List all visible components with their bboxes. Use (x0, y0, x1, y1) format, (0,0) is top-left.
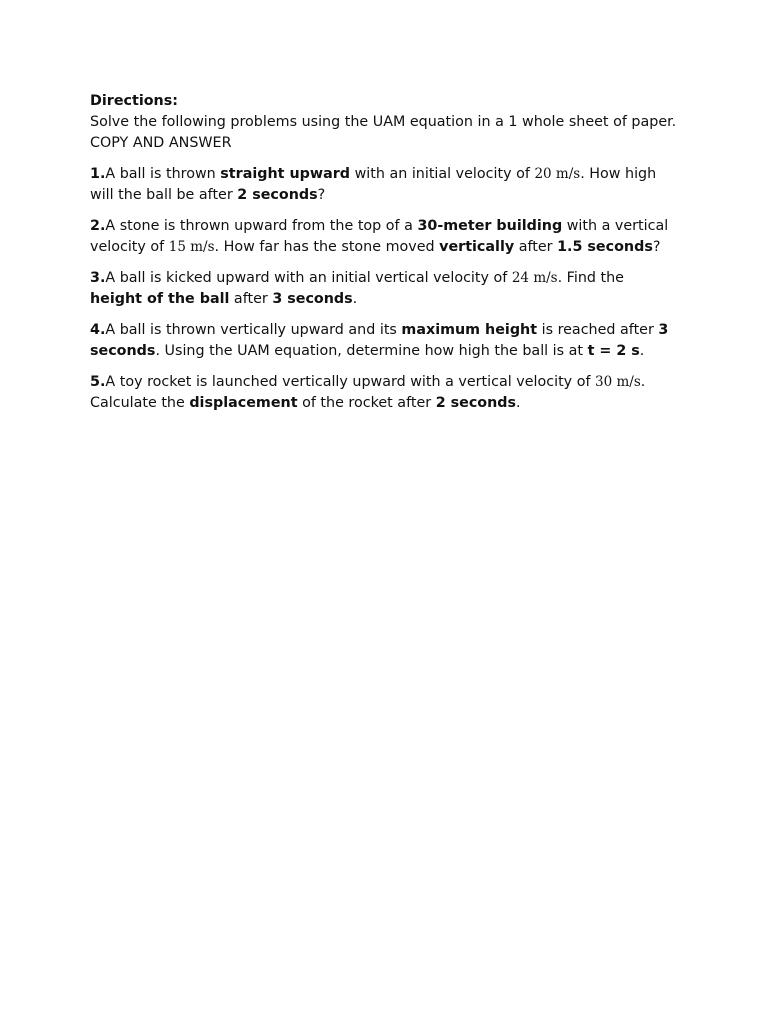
problem-3 (90, 268, 680, 310)
problem-number: 2. (90, 218, 106, 234)
problem-emphasis: displacement (189, 395, 298, 411)
problem-text: with a vertical velocity of (90, 218, 669, 255)
problem-number: 5. (90, 374, 106, 390)
problem-emphasis: height of the ball (90, 291, 230, 307)
problem-text: . Calculate the (90, 374, 646, 411)
directions-heading: Directions: (90, 93, 178, 109)
problem-text: after (229, 291, 273, 307)
problem-text: . (352, 291, 358, 307)
problem-4 (90, 320, 680, 362)
velocity-value: 30 m/s (595, 374, 641, 390)
problem-text: ? (652, 239, 661, 255)
document-page (90, 91, 680, 424)
problem-emphasis: maximum height (401, 322, 538, 338)
problem-emphasis: 2 seconds (435, 395, 517, 411)
velocity-value: 24 m/s (511, 270, 558, 286)
problem-text: of the rocket after (297, 395, 436, 411)
velocity-value: 20 m/s (534, 166, 581, 182)
problem-text: A toy rocket is launched vertically upward with a vertical velocity of (105, 374, 596, 390)
problem-text: . (516, 395, 521, 411)
problem-text: . Using the UAM equation, determine how high the ball is at (155, 343, 588, 359)
directions-text: Solve the following problems using the UAM equation in a 1 whole sheet of paper. COPY AND ANSWER (90, 114, 677, 151)
problem-5 (90, 372, 680, 414)
problem-text: with an initial velocity of (350, 166, 535, 182)
problem-2 (90, 216, 680, 258)
problem-text: A stone is thrown upward from the top of a (105, 218, 418, 234)
problem-text: A ball is kicked upward with an initial vertical velocity of (105, 270, 512, 286)
problem-text: A ball is thrown (105, 166, 221, 182)
problem-text: . How high will the ball be after (90, 166, 657, 203)
problem-emphasis: t = 2 s (587, 343, 640, 359)
problem-text: . Find the (557, 270, 624, 286)
problem-emphasis: straight upward (220, 166, 351, 182)
velocity-value: 15 m/s (168, 239, 215, 255)
problem-text: ? (317, 187, 326, 203)
problem-emphasis: 3 seconds (272, 291, 353, 307)
problem-text: A ball is thrown vertically upward and its (105, 322, 402, 338)
problem-text: is reached after (537, 322, 659, 338)
problem-emphasis: 30-meter building (417, 218, 563, 234)
problem-number: 4. (90, 322, 106, 338)
problem-emphasis: vertically (439, 239, 515, 255)
problem-number: 3. (90, 270, 106, 286)
problem-emphasis: 2 seconds (237, 187, 318, 203)
problem-text: after (514, 239, 558, 255)
problem-emphasis: 3 seconds (90, 322, 669, 359)
problem-emphasis: 1.5 seconds (557, 239, 653, 255)
problem-text: . How far has the stone moved (214, 239, 440, 255)
problem-text: . (639, 343, 645, 359)
problem-1 (90, 164, 680, 206)
problem-number: 1. (90, 166, 106, 182)
